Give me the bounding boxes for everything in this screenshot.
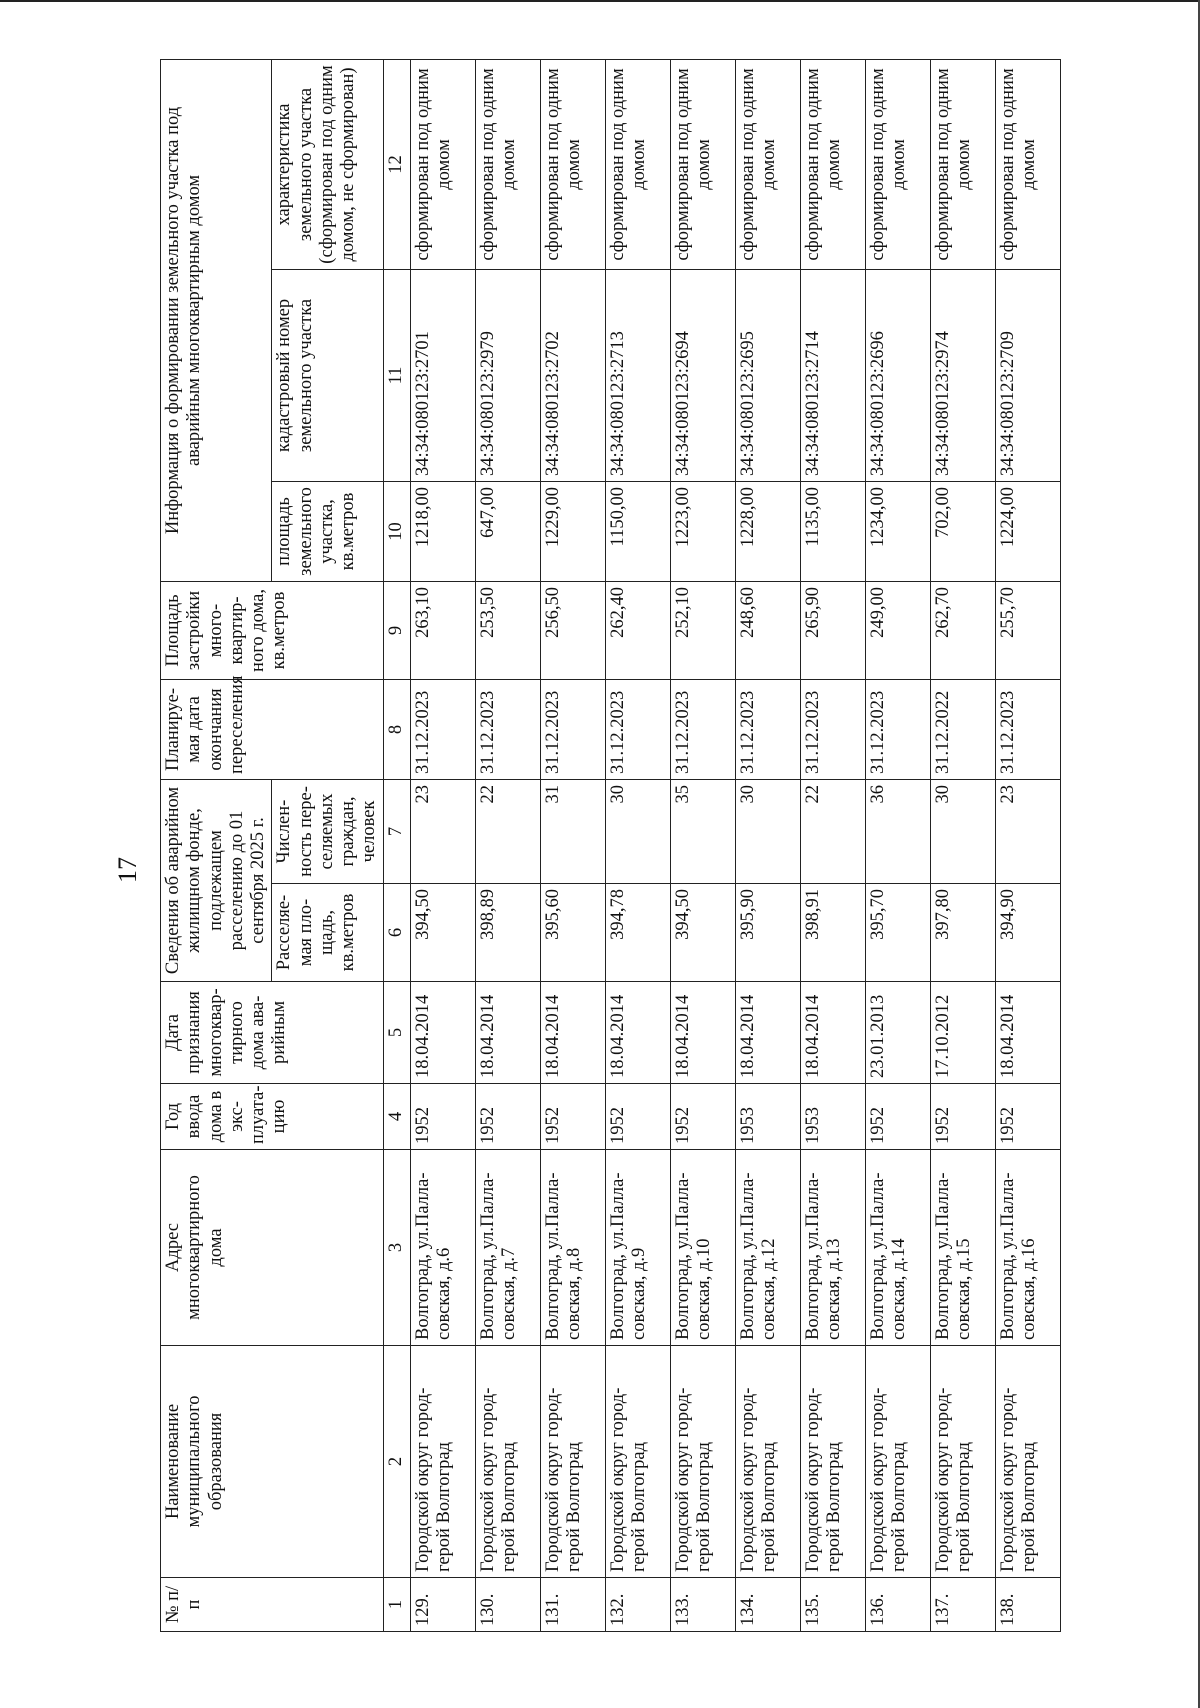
row-number: 132. — [605, 1578, 670, 1632]
land-area-cell: 1223,00 — [670, 481, 735, 581]
people-count-cell: 30 — [605, 779, 670, 883]
built-area-cell: 252,10 — [670, 581, 735, 679]
table-row — [865, 59, 930, 1631]
year-cell: 1952 — [930, 1084, 995, 1150]
land-area-cell: 647,00 — [475, 481, 540, 581]
page-number: 17 — [113, 857, 142, 883]
header-cadastral: кадастровый номер земельного участка — [272, 269, 383, 481]
municipality-cell: Городской округ город-герой Волгоград — [670, 1346, 735, 1578]
resettled-area-cell: 395,90 — [735, 884, 800, 982]
header-end-date: Планируе-мая дата окончания переселения — [161, 679, 384, 779]
people-count-cell: 22 — [800, 779, 865, 883]
end-date-cell: 31.12.2023 — [995, 679, 1060, 779]
resettled-area-cell: 394,90 — [995, 884, 1060, 982]
cadastral-number-cell: 34:34:080123:2702 — [540, 269, 605, 481]
header-built-area: Площадь застройки много-квартир-ного дома, кв.метров — [161, 581, 384, 679]
row-number: 133. — [670, 1578, 735, 1632]
header-land-area: площадь земельного участка, кв.метров — [272, 481, 383, 581]
col-number: 7 — [383, 779, 410, 883]
address-cell: Волгоград, ул.Палла-совская, д.7 — [475, 1150, 540, 1346]
address-cell: Волгоград, ул.Палла-совская, д.12 — [735, 1150, 800, 1346]
year-cell: 1952 — [475, 1084, 540, 1150]
year-cell: 1952 — [865, 1084, 930, 1150]
header-group-emergency-fund: Сведения об аварийном жилищном фонде, подлежащем расселению до 01 сентября 2025 г. — [161, 779, 272, 981]
characteristic-cell: сформирован под одним домом — [540, 59, 605, 269]
municipality-cell: Городской округ город-герой Волгоград — [735, 1346, 800, 1578]
year-cell: 1952 — [410, 1084, 475, 1150]
characteristic-cell: сформирован под одним домом — [670, 59, 735, 269]
characteristic-cell: сформирован под одним домом — [995, 59, 1060, 269]
row-number: 130. — [475, 1578, 540, 1632]
municipality-cell: Городской округ город-герой Волгоград — [995, 1346, 1060, 1578]
built-area-cell: 248,60 — [735, 581, 800, 679]
characteristic-cell: сформирован под одним домом — [605, 59, 670, 269]
address-cell: Волгоград, ул.Палла-совская, д.8 — [540, 1150, 605, 1346]
people-count-cell: 35 — [670, 779, 735, 883]
built-area-cell: 255,70 — [995, 581, 1060, 679]
people-count-cell: 23 — [410, 779, 475, 883]
end-date-cell: 31.12.2023 — [670, 679, 735, 779]
cadastral-number-cell: 34:34:080123:2979 — [475, 269, 540, 481]
year-cell: 1952 — [995, 1084, 1060, 1150]
table-row — [605, 59, 670, 1631]
cadastral-number-cell: 34:34:080123:2701 — [410, 269, 475, 481]
header-municipality: Наименование муниципального образования — [161, 1346, 384, 1578]
recognition-date-cell: 18.04.2014 — [540, 982, 605, 1084]
characteristic-cell: сформирован под одним домом — [800, 59, 865, 269]
municipality-cell: Городской округ город-герой Волгоград — [865, 1346, 930, 1578]
resettled-area-cell: 395,60 — [540, 884, 605, 982]
land-area-cell: 1135,00 — [800, 481, 865, 581]
municipality-cell: Городской округ город-герой Волгоград — [605, 1346, 670, 1578]
row-number: 138. — [995, 1578, 1060, 1632]
cadastral-number-cell: 34:34:080123:2713 — [605, 269, 670, 481]
resettled-area-cell: 395,70 — [865, 884, 930, 982]
built-area-cell: 256,50 — [540, 581, 605, 679]
row-number: 135. — [800, 1578, 865, 1632]
people-count-cell: 31 — [540, 779, 605, 883]
header-resettled-area: Расселяе-мая пло-щадь, кв.метров — [272, 884, 383, 982]
header-address: Адрес многоквартирного дома — [161, 1150, 384, 1346]
cadastral-number-cell: 34:34:080123:2714 — [800, 269, 865, 481]
people-count-cell: 23 — [995, 779, 1060, 883]
table-row — [670, 59, 735, 1631]
recognition-date-cell: 18.04.2014 — [475, 982, 540, 1084]
built-area-cell: 262,40 — [605, 581, 670, 679]
land-area-cell: 1224,00 — [995, 481, 1060, 581]
recognition-date-cell: 18.04.2014 — [410, 982, 475, 1084]
end-date-cell: 31.12.2022 — [930, 679, 995, 779]
resettled-area-cell: 394,50 — [670, 884, 735, 982]
col-number: 11 — [383, 269, 410, 481]
housing-table — [160, 59, 1061, 1632]
end-date-cell: 31.12.2023 — [540, 679, 605, 779]
recognition-date-cell: 18.04.2014 — [800, 982, 865, 1084]
municipality-cell: Городской округ город-герой Волгоград — [475, 1346, 540, 1578]
recognition-date-cell: 17.10.2012 — [930, 982, 995, 1084]
year-cell: 1952 — [605, 1084, 670, 1150]
table-row — [995, 59, 1060, 1631]
row-number: 137. — [930, 1578, 995, 1632]
land-area-cell: 1229,00 — [540, 481, 605, 581]
characteristic-cell: сформирован под одним домом — [865, 59, 930, 269]
resettled-area-cell: 398,91 — [800, 884, 865, 982]
column-number-row — [383, 59, 410, 1631]
built-area-cell: 249,00 — [865, 581, 930, 679]
row-number: 131. — [540, 1578, 605, 1632]
built-area-cell: 265,90 — [800, 581, 865, 679]
year-cell: 1953 — [800, 1084, 865, 1150]
col-number: 4 — [383, 1084, 410, 1150]
cadastral-number-cell: 34:34:080123:2694 — [670, 269, 735, 481]
rotated-table-wrapper — [160, 60, 1060, 1632]
header-num: № п/п — [161, 1578, 384, 1632]
municipality-cell: Городской округ город-герой Волгоград — [800, 1346, 865, 1578]
cadastral-number-cell: 34:34:080123:2696 — [865, 269, 930, 481]
address-cell: Волгоград, ул.Палла-совская, д.15 — [930, 1150, 995, 1346]
recognition-date-cell: 18.04.2014 — [670, 982, 735, 1084]
row-number: 136. — [865, 1578, 930, 1632]
table-row — [930, 59, 995, 1631]
end-date-cell: 31.12.2023 — [410, 679, 475, 779]
end-date-cell: 31.12.2023 — [865, 679, 930, 779]
recognition-date-cell: 18.04.2014 — [735, 982, 800, 1084]
table-head — [161, 59, 411, 1631]
resettled-area-cell: 398,89 — [475, 884, 540, 982]
resettled-area-cell: 397,80 — [930, 884, 995, 982]
municipality-cell: Городской округ город-герой Волгоград — [540, 1346, 605, 1578]
year-cell: 1952 — [540, 1084, 605, 1150]
col-number: 12 — [383, 59, 410, 269]
end-date-cell: 31.12.2023 — [735, 679, 800, 779]
characteristic-cell: сформирован под одним домом — [735, 59, 800, 269]
address-cell: Волгоград, ул.Палла-совская, д.9 — [605, 1150, 670, 1346]
recognition-date-cell: 18.04.2014 — [995, 982, 1060, 1084]
municipality-cell: Городской округ город-герой Волгоград — [410, 1346, 475, 1578]
header-group-land: Информация о формировании земельного участка под аварийным многоквартирным домом — [161, 59, 272, 581]
land-area-cell: 1228,00 — [735, 481, 800, 581]
col-number: 1 — [383, 1578, 410, 1632]
characteristic-cell: сформирован под одним домом — [930, 59, 995, 269]
col-number: 10 — [383, 481, 410, 581]
address-cell: Волгоград, ул.Палла-совская, д.14 — [865, 1150, 930, 1346]
table-row — [735, 59, 800, 1631]
end-date-cell: 31.12.2023 — [800, 679, 865, 779]
characteristic-cell: сформирован под одним домом — [475, 59, 540, 269]
col-number: 8 — [383, 679, 410, 779]
people-count-cell: 36 — [865, 779, 930, 883]
address-cell: Волгоград, ул.Палла-совская, д.13 — [800, 1150, 865, 1346]
resettled-area-cell: 394,78 — [605, 884, 670, 982]
built-area-cell: 253,50 — [475, 581, 540, 679]
cadastral-number-cell: 34:34:080123:2974 — [930, 269, 995, 481]
table-row — [410, 59, 475, 1631]
people-count-cell: 22 — [475, 779, 540, 883]
resettled-area-cell: 394,50 — [410, 884, 475, 982]
land-area-cell: 1234,00 — [865, 481, 930, 581]
row-number: 134. — [735, 1578, 800, 1632]
cadastral-number-cell: 34:34:080123:2709 — [995, 269, 1060, 481]
row-number: 129. — [410, 1578, 475, 1632]
address-cell: Волгоград, ул.Палла-совская, д.10 — [670, 1150, 735, 1346]
people-count-cell: 30 — [735, 779, 800, 883]
table-row — [800, 59, 865, 1631]
header-people: Числен-ность пере-селяемых граждан, человек — [272, 779, 383, 883]
land-area-cell: 1150,00 — [605, 481, 670, 581]
built-area-cell: 262,70 — [930, 581, 995, 679]
header-date: Дата признания многоквар-тирного дома ава-рийным — [161, 982, 384, 1084]
year-cell: 1953 — [735, 1084, 800, 1150]
scan-edge-top — [0, 0, 1200, 2]
table-row — [475, 59, 540, 1631]
address-cell: Волгоград, ул.Палла-совская, д.6 — [410, 1150, 475, 1346]
recognition-date-cell: 23.01.2013 — [865, 982, 930, 1084]
recognition-date-cell: 18.04.2014 — [605, 982, 670, 1084]
built-area-cell: 263,10 — [410, 581, 475, 679]
land-area-cell: 1218,00 — [410, 481, 475, 581]
end-date-cell: 31.12.2023 — [475, 679, 540, 779]
people-count-cell: 30 — [930, 779, 995, 883]
table-body — [410, 59, 1060, 1631]
address-cell: Волгоград, ул.Палла-совская, д.16 — [995, 1150, 1060, 1346]
municipality-cell: Городской округ город-герой Волгоград — [930, 1346, 995, 1578]
col-number: 5 — [383, 982, 410, 1084]
col-number: 6 — [383, 884, 410, 982]
year-cell: 1952 — [670, 1084, 735, 1150]
characteristic-cell: сформирован под одним домом — [410, 59, 475, 269]
end-date-cell: 31.12.2023 — [605, 679, 670, 779]
col-number: 2 — [383, 1346, 410, 1578]
col-number: 9 — [383, 581, 410, 679]
land-area-cell: 702,00 — [930, 481, 995, 581]
header-year: Год ввода дома в экс-плуата-цию — [161, 1084, 384, 1150]
col-number: 3 — [383, 1150, 410, 1346]
table-row — [540, 59, 605, 1631]
cadastral-number-cell: 34:34:080123:2695 — [735, 269, 800, 481]
header-characteristic: характеристика земельного участка (сформирован под одним домом, не сформирован) — [272, 59, 383, 269]
